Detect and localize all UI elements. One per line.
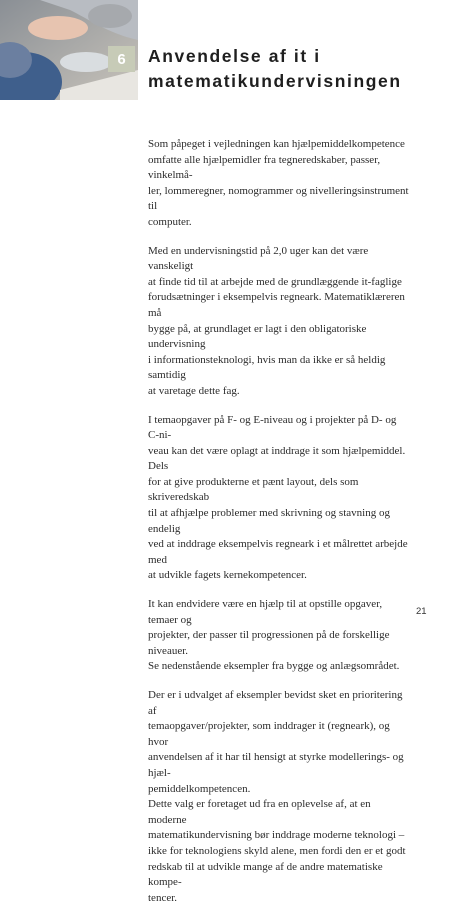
paragraph-2: Med en undervisningstid på 2,0 uger kan det være vanskeligt at finde tid til at arbejde med de grundlæggende it-faglige forudsætninger i eksempelvis regneark. Matematiklæreren må bygge på, at grundlaget er lagt i den obligatoriske undervisning i informationsteknologi, hvis man da ikke er så heldig samtidig at varetage dette fag. <box>148 244 405 397</box>
paragraph-1: Som påpeget i vejledningen kan hjælpemiddelkompetence omfatte alle hjælpemidler fra tegneredskaber, passer, vinkelmå- ler, lommeregner, nomogrammer og nivelleringsinstrument til computer. <box>148 138 409 228</box>
paragraph-5: Der er i udvalget af eksempler bevidst sket en prioritering af temaopgaver/projekter, som inddrager it (regneark), og hvor anvendelsen af it har til hensigt at styrke modellerings- og hjæl- pemiddelkompetencen. <box>148 689 404 795</box>
paragraph-3: I temaopgaver på F- og E-niveau og i projekter på D- og C-ni- veau kan det være oplagt at inddrage it som hjælpemiddel. Dels for at give produkterne et pænt layout, dels som skriveredskab til at afhjælpe problemer med skrivning og stavning og endelig ved at inddrage eksempelvis regneark i et målrettet arbejde med at udvikle fagets kernekompetencer. <box>148 413 408 582</box>
page-number: 21 <box>416 606 427 617</box>
chapter-title-line-1: Anvendelse af it i <box>148 46 321 66</box>
paragraph-4: It kan endvidere være en hjælp til at opstille opgaver, temaer og projekter, der passer til progressionen på de forskellige niveauer. Se nedenstående eksempler fra bygge og anlægsområdet. <box>148 598 400 673</box>
body-text <box>148 137 410 919</box>
chapter-title-line-2: matematikundervisningen <box>148 71 402 91</box>
chapter-title <box>148 44 438 94</box>
chapter-number-badge <box>108 46 135 72</box>
chapter-number: 6 <box>117 50 126 68</box>
paragraph-6: Dette valg er foretaget ud fra en oplevelse af, at en moderne matematikundervisning bør inddrage moderne teknologi – ikke for teknologiens skyld alene, men fordi den er et godt redskab til at udvikle mange af de andre matematiske kompe- tencer. <box>148 798 406 904</box>
